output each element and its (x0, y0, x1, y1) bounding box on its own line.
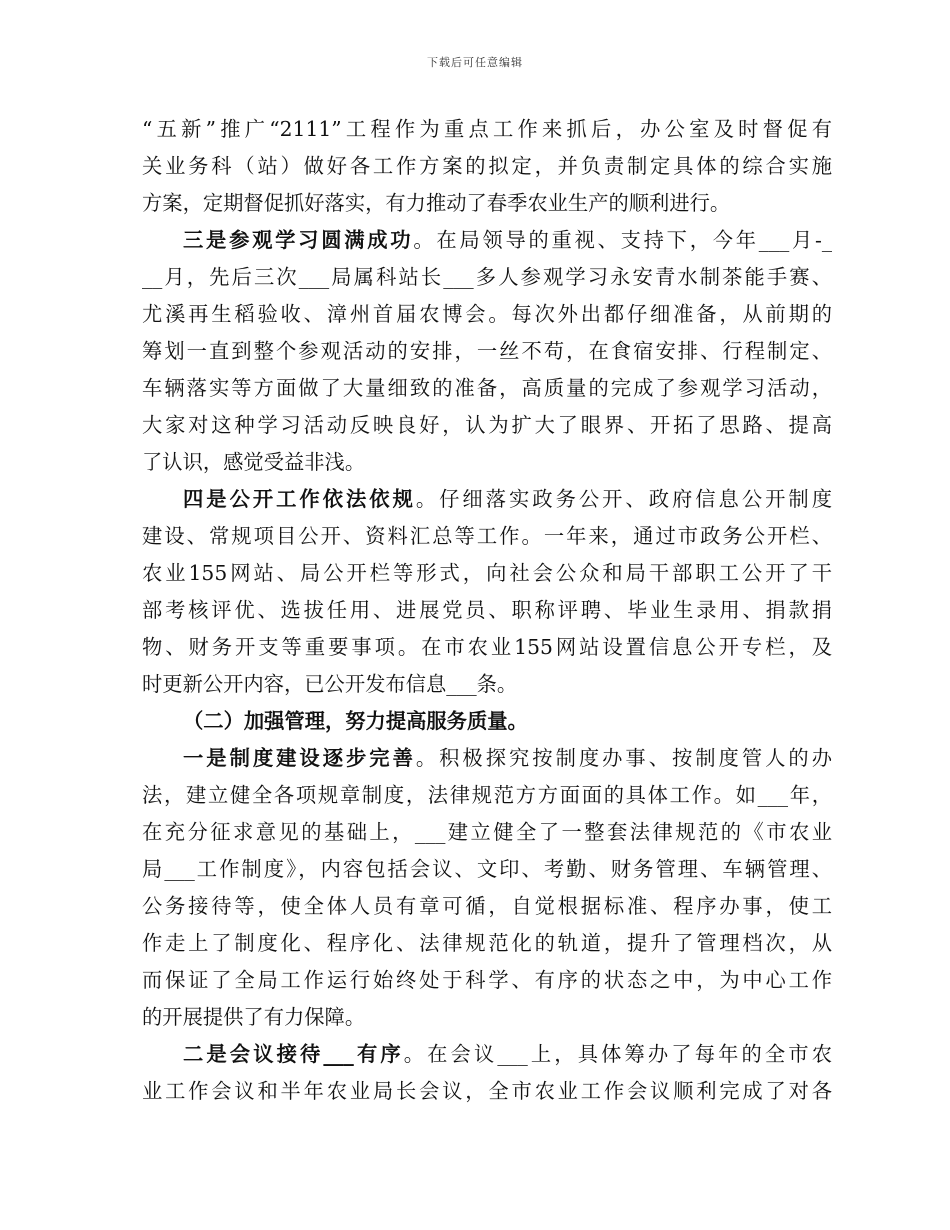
paragraph-first-rest: 。在会议___上，具体筹办了每年的全市农 (403, 1042, 832, 1066)
paragraph-line: __月，先后三次___局属科站长___多人参观学习永安青水制茶能手赛、 (142, 265, 832, 289)
paragraph-lead: 二是会议接待___有序 (183, 1042, 404, 1066)
paragraph-first-line (142, 1036, 832, 1073)
paragraph-line: 农业155网站、局公开栏等形式，向社会公众和局干部职工公开了干 (142, 561, 832, 585)
paragraph-line: 局___工作制度》，内容包括会议、文印、考勤、财务管理、车辆管理、 (142, 857, 832, 881)
paragraph-line: 作走上了制度化、程序化、法律规范化的轨道，提升了管理档次，从 (142, 931, 832, 955)
paragraph-line: 的开展提供了有力保障。 (142, 1005, 366, 1029)
document-body (142, 111, 832, 1110)
paragraph-lead: 四是公开工作依法依规 (183, 487, 416, 511)
page-header: 下载后可任意编辑 (427, 56, 523, 69)
paragraph-line: 方案，定期督促抓好落实，有力推动了春季农业生产的顺利进行。 (142, 191, 731, 215)
paragraph-first-line (142, 740, 832, 777)
paragraph-line: “五新”推广“2111”工程作为重点工作来抓后，办公室及时督促有 (142, 117, 832, 141)
paragraph-line: 业工作会议和半年农业局长会议，全市农业工作会议顺利完成了对各 (142, 1079, 832, 1103)
paragraph-line: 物、财务开支等重要事项。在市农业155网站设置信息公开专栏，及 (142, 635, 832, 659)
paragraph-first-line (142, 222, 832, 259)
paragraph-line: 在充分征求意见的基础上，___建立健全了一整套法律规范的《市农业 (142, 820, 832, 844)
paragraph-line: 车辆落实等方面做了大量细致的准备，高质量的完成了参观学习活动， (142, 376, 832, 400)
paragraph-first-line (142, 481, 832, 518)
paragraph-line: 建设、常规项目公开、资料汇总等工作。一年来，通过市政务公开栏、 (142, 524, 832, 548)
paragraph-line: 大家对这种学习活动反映良好，认为扩大了眼界、开拓了思路、提高 (142, 413, 832, 437)
paragraph-first-rest: 。积极探究按制度办事、按制度管人的办 (415, 746, 832, 770)
section-heading: （二）加强管理，努力提高服务质量。 (183, 709, 528, 733)
paragraph-line: 公务接待等，使全体人员有章可循，自觉根据标准、程序办事，使工 (142, 894, 832, 918)
paragraph-lead: 三是参观学习圆满成功 (183, 228, 414, 252)
paragraph-line: 而保证了全局工作运行始终处于科学、有序的状态之中，为中心工作 (142, 968, 832, 992)
paragraph-line: 尤溪再生稻验收、漳州首届农博会。每次外出都仔细准备，从前期的 (142, 302, 832, 326)
paragraph-first-rest: 。在局领导的重视、支持下，今年___月-_ (413, 228, 832, 252)
paragraph-line: 时更新公开内容，已公开发布信息___条。 (142, 672, 518, 696)
paragraph-line: 筹划一直到整个参观活动的安排，一丝不苟，在食宿安排、行程制定、 (142, 339, 832, 363)
paragraph-line: 关业务科（站）做好各工作方案的拟定，并负责制定具体的综合实施 (142, 154, 832, 178)
paragraph-line: 部考核评优、选拔任用、进展党员、职称评聘、毕业生录用、捐款捐 (142, 598, 832, 622)
paragraph-first-rest: 。仔细落实政务公开、政府信息公开制度 (415, 487, 832, 511)
paragraph-line: 了认识，感觉受益非浅。 (142, 450, 366, 474)
paragraph-lead: 一是制度建设逐步完善 (183, 746, 416, 770)
paragraph-line: 法，建立健全各项规章制度，法律规范方方面面的具体工作。如___年， (142, 783, 832, 807)
